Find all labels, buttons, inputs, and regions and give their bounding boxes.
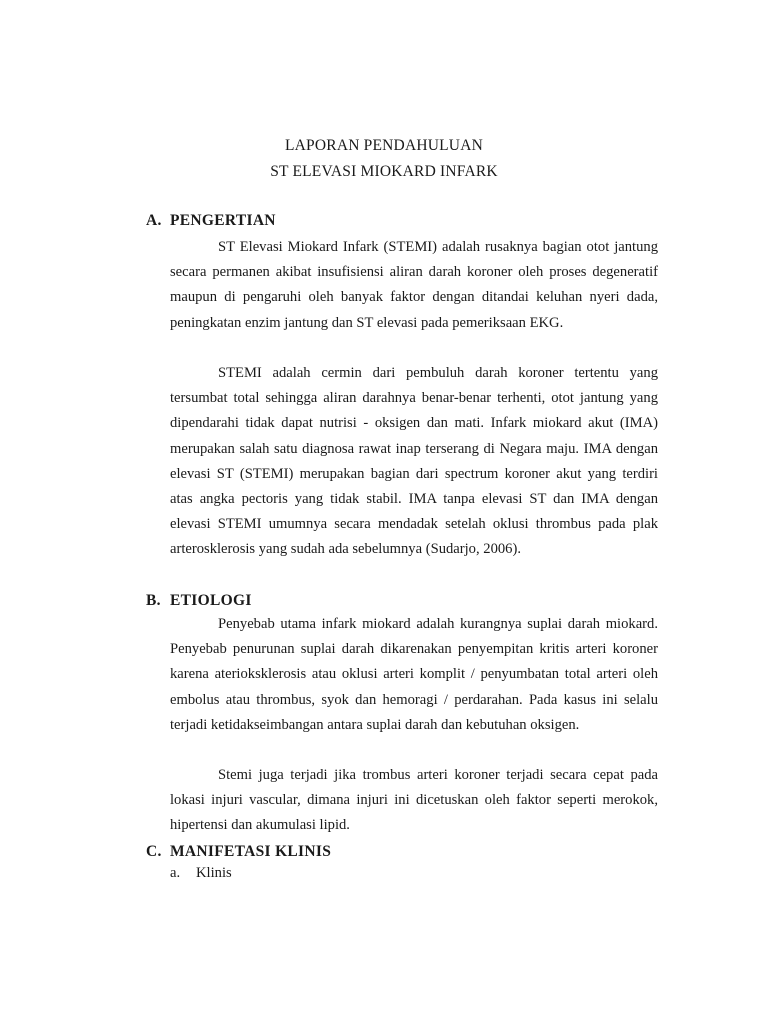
- subitem-number: a.: [170, 865, 181, 881]
- section-number: B.: [146, 592, 161, 609]
- document-title: LAPORAN PENDAHULUAN: [285, 137, 483, 154]
- section-heading-pengertian: [146, 212, 276, 230]
- section-heading-text: ETIOLOGI: [170, 592, 252, 609]
- section-heading-text: MANIFETASI KLINIS: [170, 843, 332, 860]
- section-heading-text: PENGERTIAN: [170, 212, 276, 229]
- paragraph-pengertian-2: STEMI adalah cermin dari pembuluh darah koroner tertentu yang tersumbat total sehingga aliran darahnya benar-benar terhenti, otot jantung yang dipendarahi tidak dapat nutrisi - oksigen dan mati. Infark miokard akut (IMA) merupakan salah satu diagnosa rawat inap terserang di Negara maju. IMA dengan elevasi ST (STEMI) merupakan bagian dari spectrum koroner akut yang terdiri atas angka pectoris yang tidak stabil. IMA tanpa elevasi ST dan IMA dengan elevasi STEMI umumnya secara mendadak setelah oklusi thrombus pada plak arterosklerosis yang sudah ada sebelumnya (Sudarjo, 2006).: [170, 365, 658, 558]
- paragraph-pengertian-1: ST Elevasi Miokard Infark (STEMI) adalah rusaknya bagian otot jantung secara permanen akibat insufisiensi aliran darah koroner oleh proses degeneratif maupun di pengaruhi oleh banyak faktor dengan ditandai keluhan nyeri dada, peningkatan enzim jantung dan ST elevasi pada pemeriksaan EKG.: [170, 239, 658, 331]
- section-heading-etiologi: [146, 592, 252, 610]
- section-heading-manifestasi-klinis: [146, 843, 331, 861]
- paragraph-etiologi-2: Stemi juga terjadi jika trombus arteri koroner terjadi secara cepat pada lokasi injuri vascular, dimana injuri ini dicetuskan oleh faktor seperti merokok, hipertensi dan akumulasi lipid.: [170, 767, 658, 834]
- section-number: C.: [146, 843, 162, 860]
- subitem-klinis: [170, 865, 232, 882]
- section-number: A.: [146, 212, 162, 229]
- subitem-label: Klinis: [196, 865, 232, 881]
- document-subtitle: ST ELEVASI MIOKARD INFARK: [270, 163, 498, 180]
- paragraph-etiologi-1: Penyebab utama infark miokard adalah kurangnya suplai darah miokard. Penyebab penurunan suplai darah dikarenakan penyempitan kritis arteri koroner karena aterioksklerosis atau oklusi arteri komplit / penyumbatan total arteri oleh embolus atau thrombus, syok dan hemoragi / perdarahan. Pada kasus ini selalu terjadi ketidakseimbangan antara suplai darah dan kebutuhan oksigen.: [170, 616, 658, 733]
